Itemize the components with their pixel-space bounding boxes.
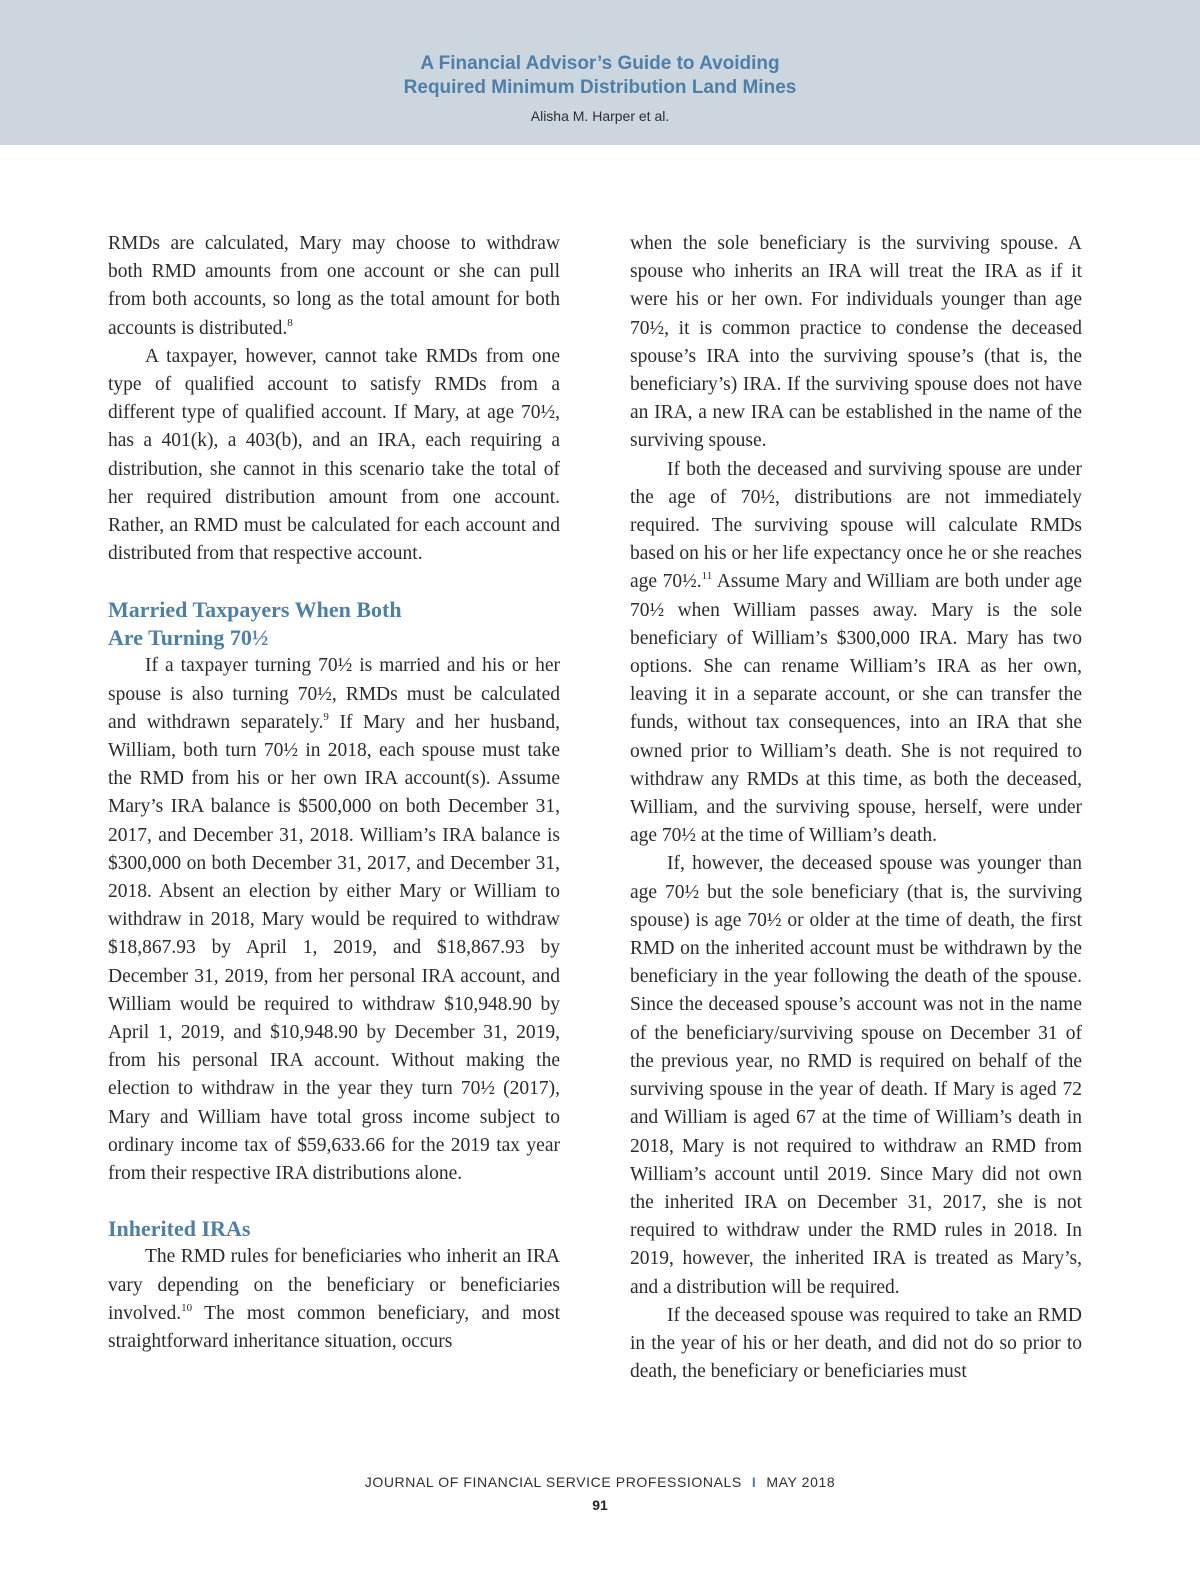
paragraph: A taxpayer, however, cannot take RMDs from one type of qualified account to satisfy RMDs from a different type of qualified account. If Mary, at age 70½, has a 401(k), a 403(b), and an IRA, each requiring a distribution, she cannot in this scenario take the total of her required distribution amount from one account. Rather, an RMD must be calculated for each account and distributed from that respective account. xyxy=(108,345,560,565)
paragraph xyxy=(108,1243,560,1356)
page-number: 91 xyxy=(592,1497,608,1513)
section-heading-inherited-iras: Inherited IRAs xyxy=(108,1216,251,1242)
journal-name: JOURNAL OF FINANCIAL SERVICE PROFESSIONALS xyxy=(364,1474,742,1490)
journal-line xyxy=(0,1474,1200,1490)
heading-line: Married Taxpayers When Both xyxy=(108,597,402,623)
paragraph-text: RMDs are calculated, Mary may choose to withdraw both RMD amounts from one account or she can pull from both accounts, so long as the total amount for both accounts is distributed. xyxy=(108,233,560,339)
paragraph xyxy=(630,456,1082,851)
heading-line: Are Turning 70½ xyxy=(108,625,269,651)
header-banner xyxy=(0,0,1200,145)
article-title-line-1: A Financial Advisor’s Guide to Avoiding xyxy=(420,53,780,74)
section-heading-married-taxpayers xyxy=(108,596,560,652)
paragraph-text: The RMD rules for beneficiaries who inherit an IRA vary depending on the beneficiary or beneficiaries involved. xyxy=(108,1246,560,1324)
paragraph: If, however, the deceased spouse was younger than age 70½ but the sole beneficiary (that is, the surviving spouse) is age 70½ or older at the time of death, the first RMD on the inherited account must be withdrawn by the beneficiary in the year following the death of the spouse. Since the deceased spouse’s account was not in the name of the beneficiary/surviving spouse on December 31 of the previous year, no RMD is required on behalf of the surviving spouse in the year of death. If Mary is aged 72 and William is aged 67 at the time of William’s death in 2018, Mary is not required to withdraw an RMD from William’s account until 2019. Since Mary did not own the inherited IRA on December 31, 2017, she is not required to withdraw under the RMD rules in 2018. In 2019, however, the inherited IRA is treated as Mary’s, and a distribution will be required. xyxy=(630,853,1082,1298)
article-title-line-2: Required Minimum Distribution Land Mines xyxy=(403,77,797,98)
paragraph: when the sole beneficiary is the surviving spouse. A spouse who inherits an IRA will treat the IRA as if it were his or her own. For individuals younger than age 70½, it is common practice to condense the deceased spouse’s IRA into the surviving spouse’s (that is, the beneficiary’s) IRA. If the surviving spouse does not have an IRA, a new IRA can be established in the name of the surviving spouse. xyxy=(630,233,1082,452)
paragraph-text: If Mary and her husband, William, both turn 70½ in 2018, each spouse must take the RMD from his or her own IRA account(s). Assume Mary’s IRA balance is $500,000 on both December 31, 2017, and December 31, 2018. William’s IRA balance is $300,000 on both December 31, 2017, and December 31, 2018. Absent an election by either Mary or William to withdraw in 2018, Mary would be required to withdraw $18,867.93 by April 1, 2019, and $18,867.93 by December 31, 2019, from her personal IRA account, and William would be required to withdraw $10,948.90 by April 1, 2019, and $10,948.90 by December 31, 2019, from his personal IRA account. Without making the election to withdraw in the year they turn 70½ (2017), Mary and William have total gross income subject to ordinary income tax of $59,633.66 for the 2019 tax year from their respective IRA distributions alone. xyxy=(108,711,560,1185)
paragraph-text: If a taxpayer turning 70½ is married and his or her spouse is also turning 70½, RMDs must be calculated and withdrawn separately. xyxy=(108,655,560,733)
journal-issue: MAY 2018 xyxy=(766,1474,836,1490)
paragraph xyxy=(108,652,560,1188)
footnote-ref: 10 xyxy=(181,1301,193,1314)
footnote-ref: 11 xyxy=(701,570,713,583)
right-column xyxy=(630,230,1082,1386)
paragraph-text: If both the deceased and surviving spouse are under the age of 70½, distributions are not immediately required. The surviving spouse will calculate RMDs based on his or her life expectancy once he or she reaches age 70½. xyxy=(630,458,1082,593)
page-footer xyxy=(0,1474,1200,1513)
footnote-ref: 9 xyxy=(323,710,329,723)
article-author: Alisha M. Harper et al. xyxy=(530,108,670,124)
footnote-ref: 8 xyxy=(287,316,293,329)
paragraph xyxy=(108,230,560,343)
paragraph-text: The most common beneficiary, and most straightforward inheritance situation, occurs xyxy=(108,1302,560,1352)
footer-separator: I xyxy=(751,1474,757,1490)
paragraph: If the deceased spouse was required to take an RMD in the year of his or her death, and did not do so prior to death, the beneficiary or beneficiaries must xyxy=(630,1304,1082,1383)
paragraph-text: Assume Mary and William are both under age 70½ when William passes away. Mary is the sole beneficiary of William’s $300,000 IRA. Mary has two options. She can rename William’s IRA as her own, leaving it in a separate account, or she can transfer the funds, without tax consequences, into an IRA that she owned prior to William’s death. She is not required to withdraw any RMDs at this time, as both the deceased, William, and the surviving spouse, herself, were under age 70½ at the time of William’s death. xyxy=(630,571,1082,847)
left-column xyxy=(108,230,560,1356)
